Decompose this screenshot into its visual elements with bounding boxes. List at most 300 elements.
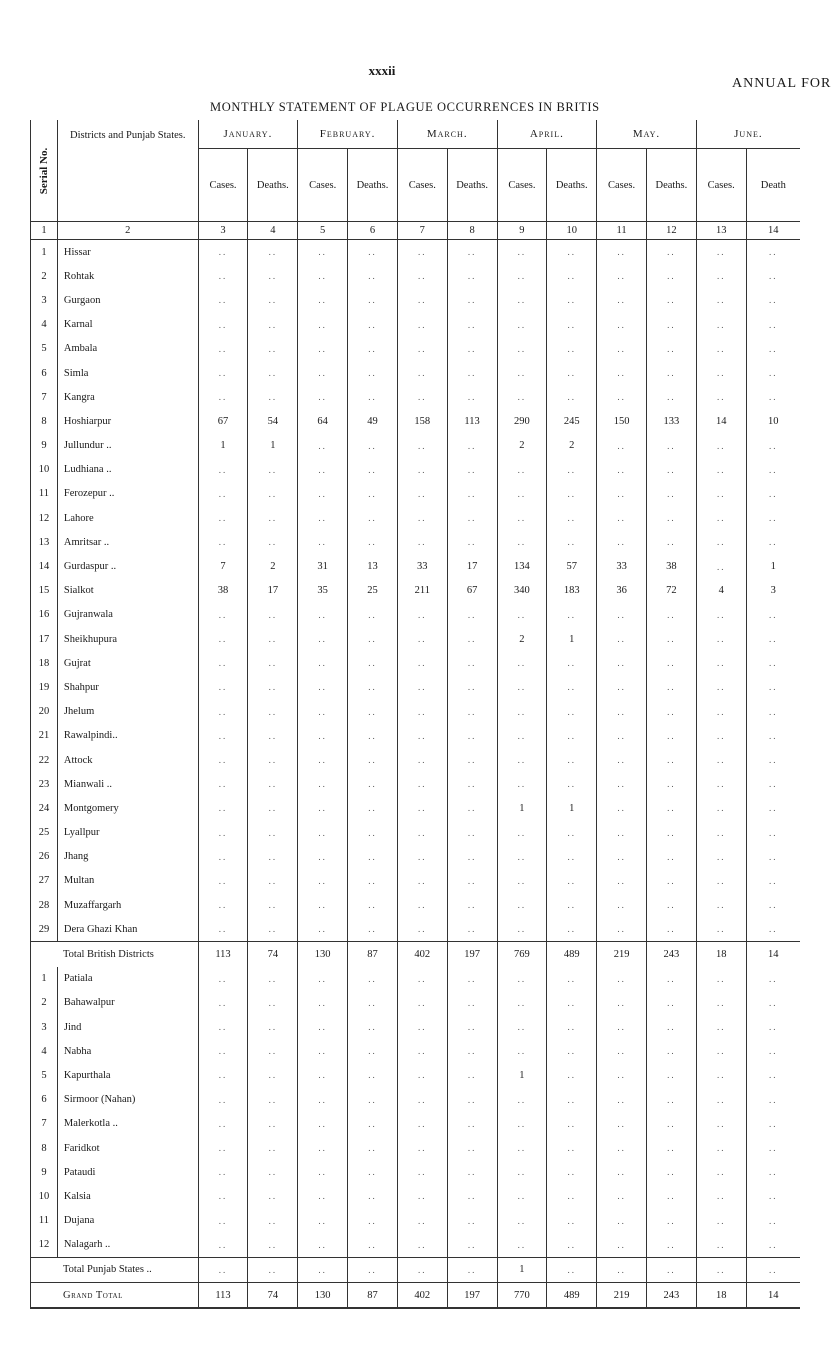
district-name: Kangra [57, 385, 198, 409]
district-name: Patiala [57, 967, 198, 991]
table-row [31, 1136, 801, 1160]
value-cell: .. [597, 458, 647, 482]
value-cell: .. [198, 748, 248, 772]
serial-number: 10 [31, 1184, 58, 1208]
value-cell: .. [696, 724, 746, 748]
value-cell: .. [746, 772, 800, 796]
serial-number: 11 [31, 1209, 58, 1233]
value-cell: .. [597, 772, 647, 796]
value-cell: .. [597, 869, 647, 893]
table-row [31, 700, 801, 724]
district-name: Sirmoor (Nahan) [57, 1088, 198, 1112]
value-cell: .. [497, 1015, 547, 1039]
value-cell: 1 [497, 796, 547, 820]
value-cell: .. [547, 240, 597, 265]
value-cell: .. [646, 893, 696, 917]
value-cell: .. [547, 917, 597, 942]
table-row [31, 313, 801, 337]
table-row [31, 1184, 801, 1208]
value-cell: .. [696, 240, 746, 265]
value-cell: .. [646, 1233, 696, 1258]
value-cell: .. [298, 603, 348, 627]
value-cell: .. [397, 313, 447, 337]
value-cell: .. [746, 482, 800, 506]
district-name: Kalsia [57, 1184, 198, 1208]
value-cell: .. [248, 458, 298, 482]
value-cell: .. [447, 603, 497, 627]
table-row [31, 579, 801, 603]
value-cell: .. [597, 506, 647, 530]
month-header-june: June. [696, 120, 800, 149]
value-cell: .. [298, 482, 348, 506]
value-cell: .. [746, 845, 800, 869]
serial-number: 8 [31, 409, 58, 433]
district-name: Kapurthala [57, 1063, 198, 1087]
value-cell: .. [746, 675, 800, 699]
value-cell: .. [746, 869, 800, 893]
value-cell: .. [696, 748, 746, 772]
value-cell: .. [447, 1015, 497, 1039]
total-value: 87 [348, 1283, 398, 1309]
district-header: Districts and Punjab States. [57, 120, 198, 222]
table-title: MONTHLY STATEMENT OF PLAGUE OCCURRENCES IN BRITIS [210, 100, 600, 114]
district-name: Nalagarh .. [57, 1233, 198, 1258]
value-cell: .. [198, 603, 248, 627]
value-cell: .. [298, 1088, 348, 1112]
value-cell: .. [447, 1063, 497, 1087]
serial-number: 24 [31, 796, 58, 820]
total-row [31, 1257, 801, 1282]
value-cell: .. [198, 1063, 248, 1087]
total-value: 130 [298, 1283, 348, 1309]
total-value: 770 [497, 1283, 547, 1309]
value-cell: .. [597, 1233, 647, 1258]
value-cell: .. [696, 675, 746, 699]
value-cell: .. [248, 506, 298, 530]
value-cell: .. [447, 240, 497, 265]
value-cell: .. [696, 991, 746, 1015]
value-cell: .. [248, 845, 298, 869]
value-cell: .. [696, 1015, 746, 1039]
value-cell: .. [298, 700, 348, 724]
serial-number: 6 [31, 1088, 58, 1112]
value-cell: .. [696, 361, 746, 385]
value-cell: .. [597, 264, 647, 288]
total-value: .. [248, 1257, 298, 1282]
value-cell: .. [397, 1112, 447, 1136]
column-number: 8 [447, 222, 497, 240]
value-cell: .. [696, 1039, 746, 1063]
value-cell: .. [447, 361, 497, 385]
district-name: Shahpur [57, 675, 198, 699]
table-row [31, 917, 801, 942]
month-header-may: May. [597, 120, 697, 149]
value-cell: .. [696, 845, 746, 869]
value-cell: .. [298, 530, 348, 554]
value-cell: .. [348, 772, 398, 796]
value-cell: .. [298, 748, 348, 772]
value-cell: .. [497, 603, 547, 627]
district-name: Lahore [57, 506, 198, 530]
value-cell: .. [198, 893, 248, 917]
value-cell: 158 [397, 409, 447, 433]
value-cell: .. [646, 313, 696, 337]
value-cell: .. [547, 845, 597, 869]
value-cell: .. [497, 700, 547, 724]
value-cell: .. [298, 869, 348, 893]
district-name: Ferozepur .. [57, 482, 198, 506]
district-name: Jullundur .. [57, 434, 198, 458]
value-cell: .. [646, 651, 696, 675]
serial-number: 28 [31, 893, 58, 917]
value-cell: .. [348, 845, 398, 869]
value-cell: .. [348, 240, 398, 265]
table-row [31, 530, 801, 554]
value-cell: .. [646, 385, 696, 409]
value-cell: .. [597, 603, 647, 627]
value-cell: .. [298, 651, 348, 675]
value-cell: 340 [497, 579, 547, 603]
value-cell: .. [348, 1184, 398, 1208]
value-cell: .. [248, 361, 298, 385]
value-cell: .. [547, 506, 597, 530]
value-cell: .. [298, 337, 348, 361]
value-cell: .. [746, 1160, 800, 1184]
value-cell: .. [696, 1063, 746, 1087]
value-cell: .. [547, 700, 597, 724]
value-cell: 290 [497, 409, 547, 433]
district-name: Karnal [57, 313, 198, 337]
value-cell: .. [646, 1136, 696, 1160]
value-cell: .. [198, 1039, 248, 1063]
total-value: 197 [447, 1283, 497, 1309]
total-label: Total British Districts [31, 942, 199, 967]
month-header-march: March. [397, 120, 497, 149]
table-row [31, 675, 801, 699]
value-cell: .. [397, 675, 447, 699]
value-cell: .. [597, 893, 647, 917]
value-cell: .. [397, 772, 447, 796]
value-cell: .. [397, 893, 447, 917]
value-cell: .. [248, 240, 298, 265]
value-cell: .. [447, 967, 497, 991]
serial-number: 12 [31, 1233, 58, 1258]
column-number: 3 [198, 222, 248, 240]
value-cell: .. [547, 1209, 597, 1233]
value-cell: .. [198, 845, 248, 869]
value-cell: .. [497, 1160, 547, 1184]
value-cell: .. [746, 796, 800, 820]
value-cell: .. [597, 917, 647, 942]
value-cell: .. [447, 1209, 497, 1233]
value-cell: .. [696, 869, 746, 893]
value-cell: .. [547, 967, 597, 991]
value-cell: .. [597, 724, 647, 748]
value-cell: .. [746, 991, 800, 1015]
value-cell: .. [198, 530, 248, 554]
value-cell: .. [248, 1015, 298, 1039]
serial-number: 26 [31, 845, 58, 869]
value-cell: .. [646, 748, 696, 772]
value-cell: .. [397, 1233, 447, 1258]
value-cell: .. [497, 361, 547, 385]
value-cell: 72 [646, 579, 696, 603]
value-cell: .. [746, 724, 800, 748]
total-value: 219 [597, 942, 647, 967]
serial-number: 29 [31, 917, 58, 942]
value-cell: .. [497, 748, 547, 772]
value-cell: 67 [198, 409, 248, 433]
value-cell: .. [746, 1233, 800, 1258]
value-cell: .. [397, 240, 447, 265]
value-cell: 150 [597, 409, 647, 433]
value-cell: .. [547, 1112, 597, 1136]
district-name: Simla [57, 361, 198, 385]
value-cell: .. [348, 288, 398, 312]
value-cell: .. [298, 313, 348, 337]
value-cell: .. [497, 1088, 547, 1112]
value-cell: .. [597, 337, 647, 361]
value-cell: .. [298, 821, 348, 845]
total-value: 130 [298, 942, 348, 967]
value-cell: .. [348, 651, 398, 675]
value-cell: .. [348, 361, 398, 385]
value-cell: .. [198, 240, 248, 265]
value-cell: .. [248, 967, 298, 991]
value-cell: .. [248, 1184, 298, 1208]
total-row [31, 942, 801, 967]
value-cell: .. [696, 264, 746, 288]
value-cell: .. [397, 748, 447, 772]
value-cell: .. [646, 991, 696, 1015]
value-cell: .. [397, 434, 447, 458]
cases-header: Cases. [696, 149, 746, 222]
table-row [31, 724, 801, 748]
value-cell: .. [348, 1233, 398, 1258]
district-name: Gujranwala [57, 603, 198, 627]
value-cell: .. [447, 796, 497, 820]
value-cell: .. [348, 821, 398, 845]
table-row [31, 1233, 801, 1258]
serial-number: 19 [31, 675, 58, 699]
serial-number: 8 [31, 1136, 58, 1160]
table-row [31, 288, 801, 312]
total-value: .. [547, 1257, 597, 1282]
value-cell: 134 [497, 554, 547, 578]
value-cell: .. [646, 845, 696, 869]
value-cell: .. [298, 506, 348, 530]
value-cell: .. [348, 1136, 398, 1160]
value-cell: .. [547, 748, 597, 772]
total-value: 1 [497, 1257, 547, 1282]
value-cell: .. [646, 917, 696, 942]
district-name: Amritsar .. [57, 530, 198, 554]
value-cell: .. [646, 1088, 696, 1112]
table-row [31, 1039, 801, 1063]
table-row [31, 361, 801, 385]
value-cell: .. [696, 385, 746, 409]
value-cell: .. [497, 845, 547, 869]
value-cell: .. [646, 772, 696, 796]
value-cell: .. [198, 288, 248, 312]
value-cell: 14 [696, 409, 746, 433]
value-cell: .. [298, 772, 348, 796]
value-cell: .. [547, 1233, 597, 1258]
value-cell: .. [348, 1039, 398, 1063]
table-row [31, 1063, 801, 1087]
serial-number: 7 [31, 385, 58, 409]
value-cell: 1 [248, 434, 298, 458]
serial-number: 4 [31, 313, 58, 337]
value-cell: .. [348, 893, 398, 917]
value-cell: .. [198, 482, 248, 506]
value-cell: .. [248, 821, 298, 845]
value-cell: .. [547, 337, 597, 361]
value-cell: .. [746, 385, 800, 409]
value-cell: 2 [497, 434, 547, 458]
value-cell: .. [397, 1160, 447, 1184]
value-cell: .. [397, 482, 447, 506]
value-cell: .. [746, 917, 800, 942]
value-cell: 183 [547, 579, 597, 603]
value-cell: .. [646, 796, 696, 820]
value-cell: 13 [348, 554, 398, 578]
value-cell: .. [497, 821, 547, 845]
value-cell: 1 [547, 627, 597, 651]
table-row [31, 1088, 801, 1112]
value-cell: .. [696, 482, 746, 506]
total-value: .. [746, 1257, 800, 1282]
table-body [31, 240, 801, 1309]
value-cell: 1 [547, 796, 597, 820]
value-cell: .. [198, 1209, 248, 1233]
value-cell: .. [597, 240, 647, 265]
value-cell: .. [696, 893, 746, 917]
column-number: 7 [397, 222, 447, 240]
value-cell: .. [646, 1160, 696, 1184]
value-cell: .. [497, 385, 547, 409]
value-cell: .. [746, 288, 800, 312]
value-cell: .. [597, 1136, 647, 1160]
value-cell: .. [348, 627, 398, 651]
value-cell: .. [198, 796, 248, 820]
total-value: 243 [646, 942, 696, 967]
value-cell: .. [248, 1209, 298, 1233]
value-cell: .. [547, 724, 597, 748]
value-cell: .. [298, 361, 348, 385]
page-number: xxxii [368, 63, 396, 78]
value-cell: .. [397, 700, 447, 724]
value-cell: .. [597, 313, 647, 337]
value-cell: .. [646, 967, 696, 991]
table-row [31, 627, 801, 651]
grand-row [31, 1283, 801, 1309]
district-name: Muzaffargarh [57, 893, 198, 917]
deaths-header: Death [746, 149, 800, 222]
value-cell: .. [597, 434, 647, 458]
value-cell: .. [298, 1039, 348, 1063]
value-cell: .. [298, 458, 348, 482]
value-cell: .. [597, 700, 647, 724]
table-row [31, 893, 801, 917]
district-name: Malerkotla .. [57, 1112, 198, 1136]
value-cell: .. [696, 700, 746, 724]
total-value: 402 [397, 1283, 447, 1309]
value-cell: .. [198, 1088, 248, 1112]
value-cell: .. [646, 1015, 696, 1039]
value-cell: .. [597, 1112, 647, 1136]
value-cell: .. [746, 458, 800, 482]
serial-number: 6 [31, 361, 58, 385]
value-cell: 38 [646, 554, 696, 578]
value-cell: .. [497, 772, 547, 796]
value-cell: .. [348, 700, 398, 724]
district-name: Montgomery [57, 796, 198, 820]
value-cell: 4 [696, 579, 746, 603]
district-name: Multan [57, 869, 198, 893]
value-cell: .. [248, 1063, 298, 1087]
value-cell: .. [397, 264, 447, 288]
value-cell: .. [547, 361, 597, 385]
value-cell: .. [298, 385, 348, 409]
value-cell: .. [497, 675, 547, 699]
value-cell: .. [547, 869, 597, 893]
value-cell: .. [447, 1112, 497, 1136]
value-cell: .. [696, 288, 746, 312]
value-cell: .. [198, 1184, 248, 1208]
value-cell: .. [497, 893, 547, 917]
value-cell: .. [248, 772, 298, 796]
value-cell: .. [348, 917, 398, 942]
total-value: 14 [746, 942, 800, 967]
value-cell: .. [597, 748, 647, 772]
value-cell: 133 [646, 409, 696, 433]
value-cell: .. [248, 313, 298, 337]
value-cell: .. [447, 700, 497, 724]
value-cell: .. [597, 482, 647, 506]
district-name: Sheikhupura [57, 627, 198, 651]
value-cell: .. [447, 337, 497, 361]
column-number: 11 [597, 222, 647, 240]
value-cell: .. [597, 627, 647, 651]
district-name: Hissar [57, 240, 198, 265]
district-name: Faridkot [57, 1136, 198, 1160]
district-name: Gurgaon [57, 288, 198, 312]
value-cell: .. [646, 337, 696, 361]
value-cell: .. [497, 264, 547, 288]
value-cell: .. [696, 313, 746, 337]
value-cell: .. [248, 603, 298, 627]
value-cell: .. [646, 530, 696, 554]
value-cell: .. [597, 1160, 647, 1184]
table-row [31, 240, 801, 265]
table-row [31, 772, 801, 796]
serial-number: 5 [31, 1063, 58, 1087]
value-cell: .. [248, 337, 298, 361]
value-cell: .. [696, 651, 746, 675]
value-cell: .. [397, 724, 447, 748]
value-cell: .. [597, 1015, 647, 1039]
total-value: .. [198, 1257, 248, 1282]
value-cell: .. [547, 482, 597, 506]
value-cell: .. [547, 264, 597, 288]
serial-number: 3 [31, 1015, 58, 1039]
value-cell: .. [447, 434, 497, 458]
month-header-february: February. [298, 120, 398, 149]
value-cell: .. [547, 1160, 597, 1184]
value-cell: .. [397, 603, 447, 627]
value-cell: .. [447, 288, 497, 312]
